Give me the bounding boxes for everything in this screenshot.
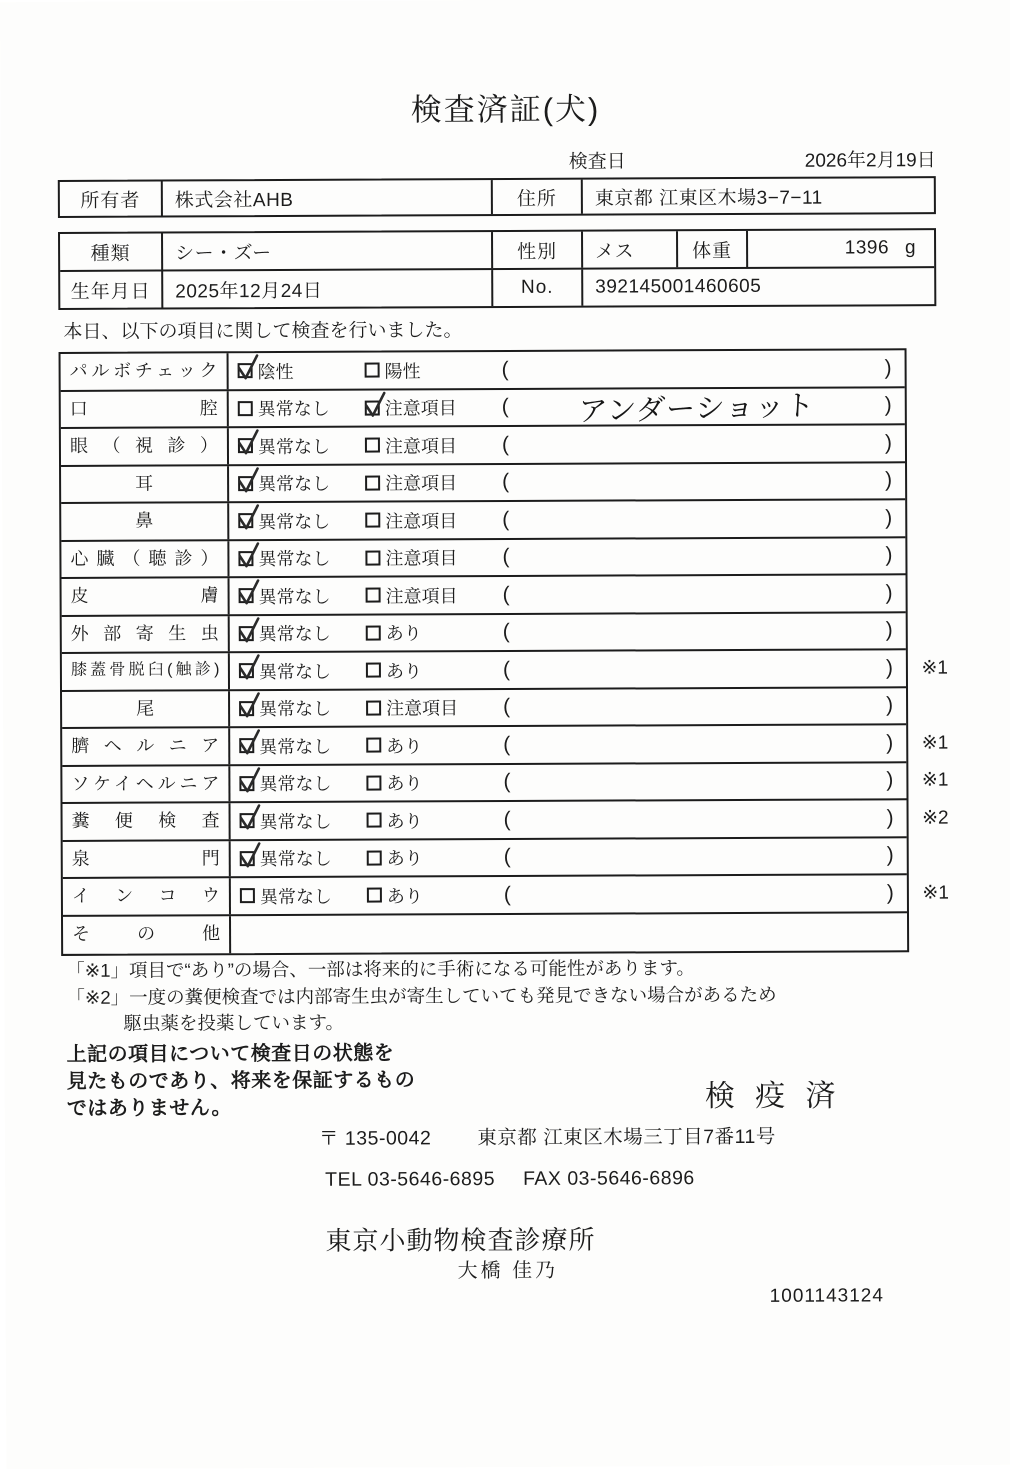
footnote-mark: ※1 xyxy=(921,769,949,791)
owner-table xyxy=(58,176,936,218)
paren-open: ( xyxy=(502,657,510,681)
paren-close: ) xyxy=(886,881,894,905)
paren-close: ) xyxy=(885,543,893,567)
footnote-2: 「※2」一度の糞便検査では内部寄生虫が寄生していても発見できない場合があるため xyxy=(66,983,777,1008)
weight-unit: g xyxy=(904,237,917,259)
exam-row-content xyxy=(230,688,906,726)
option-2-checkbox[interactable] xyxy=(366,588,381,603)
check-mark-icon xyxy=(237,691,261,719)
pet-info-table xyxy=(58,228,936,310)
exam-item-label: 尾 xyxy=(62,691,230,727)
check-mark-icon xyxy=(237,578,261,606)
exam-item-label: 眼（視診） xyxy=(61,428,229,464)
exam-option-1 xyxy=(238,470,365,497)
option-2-label: あり xyxy=(386,811,423,832)
footnote-mark: ※1 xyxy=(921,732,949,754)
option-1-label: 異常なし xyxy=(259,811,332,832)
option-1-checkbox[interactable] xyxy=(239,626,254,641)
check-mark-icon xyxy=(236,503,260,531)
paren-close: ) xyxy=(886,768,894,792)
option-2-checkbox[interactable] xyxy=(366,775,381,790)
check-mark-icon xyxy=(363,390,387,418)
paren-open: ( xyxy=(503,807,511,831)
option-1-checkbox[interactable] xyxy=(239,663,254,678)
exam-option-2 xyxy=(366,582,488,609)
result-field xyxy=(502,385,892,428)
option-1-checkbox[interactable] xyxy=(239,701,254,716)
exam-item-label: 皮膚 xyxy=(62,578,230,614)
paren-open: ( xyxy=(502,582,510,606)
inspection-date-value: 2026年2月19日 xyxy=(804,150,936,172)
clinic-address-row xyxy=(319,1121,776,1151)
clinic-fax: FAX 03-5646-6896 xyxy=(523,1167,695,1190)
weight-cell xyxy=(748,230,934,267)
option-2-checkbox[interactable] xyxy=(365,513,380,528)
option-1-checkbox[interactable] xyxy=(239,738,254,753)
result-field xyxy=(502,431,892,457)
address-value: 東京都 江東区木場3−7−11 xyxy=(594,187,823,210)
option-1-checkbox[interactable] xyxy=(238,401,253,416)
exam-option-2 xyxy=(366,619,488,646)
option-2-checkbox[interactable] xyxy=(365,475,380,490)
page-title: 検査済証(犬) xyxy=(410,91,601,128)
inspection-date-row xyxy=(569,145,936,174)
option-1-label: 異常なし xyxy=(259,736,332,757)
disclaimer-line-1: 上記の項目について検査日の状態を xyxy=(66,1042,395,1066)
handwritten-note xyxy=(509,514,885,524)
breed-label: 種類 xyxy=(60,233,163,269)
exam-option-2 xyxy=(367,807,489,834)
paren-open: ( xyxy=(503,732,511,756)
option-2-checkbox[interactable] xyxy=(366,700,381,715)
exam-option-1 xyxy=(240,807,367,834)
pet-info-row-2 xyxy=(60,266,934,308)
exam-row-content xyxy=(231,800,907,838)
option-1-label: 陰性 xyxy=(257,361,294,382)
exam-item-label: インコウ xyxy=(63,878,231,914)
handwritten-note xyxy=(510,664,886,674)
footnote-mark: ※2 xyxy=(922,807,949,829)
paren-close: ) xyxy=(886,731,894,755)
exam-row-content xyxy=(230,613,906,651)
result-field xyxy=(503,694,893,720)
exam-option-1 xyxy=(239,695,366,722)
exam-option-1 xyxy=(239,732,366,759)
option-1-checkbox[interactable] xyxy=(240,851,255,866)
exam-option-2 xyxy=(366,732,488,759)
option-1-checkbox[interactable] xyxy=(240,888,255,903)
exam-option-1 xyxy=(239,770,366,797)
exam-option-1 xyxy=(238,432,365,459)
option-2-checkbox[interactable] xyxy=(367,813,382,828)
sex-label: 性別 xyxy=(493,232,583,268)
exam-option-2 xyxy=(367,882,489,909)
clinic-name: 東京小動物検査診療所 xyxy=(325,1224,596,1256)
exam-row xyxy=(62,613,906,654)
handwritten-note: アンダーショット xyxy=(577,389,816,428)
exam-table xyxy=(59,348,949,956)
breed-value: シー・ズー xyxy=(163,232,493,269)
clinic-address: 東京都 江東区木場三丁目7番11号 xyxy=(477,1125,776,1150)
handwritten-note xyxy=(509,552,885,562)
exam-row-content xyxy=(230,763,906,801)
option-1-label: 異常なし xyxy=(258,586,331,607)
exam-option-2 xyxy=(365,394,487,421)
option-1-checkbox[interactable] xyxy=(239,588,254,603)
footnote-2-continued: 駆虫薬を投薬しています。 xyxy=(123,1011,345,1034)
paren-open: ( xyxy=(501,432,509,456)
option-2-label: 注意項目 xyxy=(385,473,458,494)
exam-row-content xyxy=(229,388,905,426)
footnote-mark: ※1 xyxy=(922,882,949,904)
exam-option-2 xyxy=(366,694,488,721)
exam-row-content xyxy=(229,463,905,501)
handwritten-note xyxy=(511,889,887,899)
exam-option-1 xyxy=(239,620,366,647)
exam-option-1 xyxy=(240,882,367,909)
exam-item-label: ソケイヘルニア xyxy=(62,766,230,802)
owner-value: 株式会社AHB xyxy=(163,180,493,215)
option-1-label: 異常なし xyxy=(257,436,330,457)
handwritten-note xyxy=(511,852,887,862)
result-field xyxy=(502,469,892,495)
option-2-checkbox[interactable] xyxy=(366,663,381,678)
exam-option-1 xyxy=(239,657,366,684)
exam-option-1 xyxy=(240,845,367,872)
paren-close: ) xyxy=(886,693,894,717)
exam-row xyxy=(63,875,949,916)
paren-close: ) xyxy=(885,656,893,680)
option-2-checkbox[interactable] xyxy=(367,850,382,865)
paren-close: ) xyxy=(885,468,893,492)
check-mark-icon xyxy=(238,803,262,831)
exam-option-1 xyxy=(238,357,365,384)
exam-item-label: 糞便検査 xyxy=(63,803,231,839)
option-1-label: 異常なし xyxy=(258,511,331,532)
option-1-label: 異常なし xyxy=(258,474,331,495)
check-mark-icon xyxy=(237,766,261,794)
footnote-1: 「※1」項目で“あり”の場合、一部は将来的に手術になる可能性があります。 xyxy=(66,957,695,981)
exam-option-1 xyxy=(238,545,365,572)
owner-table-row xyxy=(60,178,934,216)
exam-option-1 xyxy=(238,395,365,422)
check-mark-icon xyxy=(237,616,261,644)
exam-row xyxy=(62,650,948,691)
option-1-label: 異常なし xyxy=(259,849,332,870)
exam-row-content xyxy=(229,425,905,463)
paren-open: ( xyxy=(501,395,509,419)
exam-option-2 xyxy=(366,657,488,684)
paren-open: ( xyxy=(503,882,511,906)
paren-open: ( xyxy=(502,545,510,569)
handwritten-note xyxy=(509,477,885,487)
exam-row xyxy=(61,463,905,504)
birth-label: 生年月日 xyxy=(60,271,163,307)
exam-item-label: 鼻 xyxy=(61,503,229,539)
result-field xyxy=(502,544,892,570)
exam-item-label: 膝蓋骨脱臼(触診) xyxy=(62,653,230,689)
option-2-checkbox[interactable] xyxy=(365,400,380,415)
result-field xyxy=(502,356,892,382)
exam-row xyxy=(63,800,949,841)
option-2-checkbox[interactable] xyxy=(365,438,380,453)
pet-info-row-1 xyxy=(60,230,934,270)
quarantine-stamp: 検 疫 済 xyxy=(704,1079,842,1114)
paren-close: ) xyxy=(885,618,893,642)
check-mark-icon xyxy=(236,466,260,494)
check-mark-icon xyxy=(238,841,262,869)
exam-option-2 xyxy=(365,469,487,496)
option-1-checkbox[interactable] xyxy=(238,476,253,491)
weight-label: 体重 xyxy=(678,231,748,267)
option-2-label: あり xyxy=(386,773,423,794)
paren-open: ( xyxy=(502,620,510,644)
paren-open: ( xyxy=(503,695,511,719)
option-1-checkbox[interactable] xyxy=(240,813,255,828)
exam-item-label: 外部寄生虫 xyxy=(62,616,230,652)
exam-item-label: 耳 xyxy=(61,466,229,502)
option-2-checkbox[interactable] xyxy=(365,363,380,378)
handwritten-note xyxy=(510,702,886,712)
no-label: No. xyxy=(493,270,583,306)
paren-close: ) xyxy=(886,843,894,867)
paren-close: ) xyxy=(884,393,892,417)
exam-row xyxy=(62,725,949,766)
paren-open: ( xyxy=(501,357,509,381)
owner-label: 所有者 xyxy=(60,181,163,215)
exam-item-label: その他 xyxy=(63,916,231,954)
option-1-label: 異常なし xyxy=(259,886,332,907)
result-field xyxy=(502,506,892,532)
exam-row-content xyxy=(229,538,905,576)
exam-option-1 xyxy=(239,582,366,609)
result-field xyxy=(503,731,893,757)
paren-open: ( xyxy=(502,470,510,494)
no-value: 392145001460605 xyxy=(595,275,762,298)
handwritten-note xyxy=(510,739,886,749)
inspection-date-label: 検査日 xyxy=(568,151,626,173)
disclaimer-line-2: 見たものであり、将来を保証するもの xyxy=(66,1069,416,1093)
option-2-label: 注意項目 xyxy=(384,435,457,457)
paren-open: ( xyxy=(502,507,510,531)
exam-row-content xyxy=(229,500,905,538)
handwritten-note xyxy=(509,439,885,449)
result-field xyxy=(504,844,894,870)
option-2-label: 注意項目 xyxy=(385,548,458,569)
exam-row xyxy=(61,388,905,429)
option-1-label: 異常なし xyxy=(258,624,331,645)
weight-value: 1396 xyxy=(844,237,890,259)
clinic-tel: TEL 03-5646-6895 xyxy=(325,1168,496,1191)
option-2-label: 陽性 xyxy=(384,361,421,382)
check-mark-icon xyxy=(237,653,261,681)
option-2-label: あり xyxy=(386,886,423,907)
option-2-label: 注意項目 xyxy=(385,585,458,607)
exam-row-content xyxy=(231,875,907,913)
clinic-phone-row xyxy=(325,1167,695,1192)
birth-value: 2025年12月24日 xyxy=(163,270,493,307)
result-field xyxy=(503,619,893,645)
paren-open: ( xyxy=(503,845,511,869)
result-field xyxy=(503,769,893,795)
exam-row xyxy=(63,913,907,954)
exam-row xyxy=(63,838,907,879)
exam-option-2 xyxy=(365,432,487,459)
exam-row-content xyxy=(231,838,907,876)
exam-option-2 xyxy=(365,507,487,534)
paren-close: ) xyxy=(885,581,893,605)
disclaimer xyxy=(67,1040,416,1123)
exam-option-1 xyxy=(238,507,365,534)
option-2-label: あり xyxy=(386,848,423,869)
paren-close: ) xyxy=(884,431,892,455)
exam-item-label: 口腔 xyxy=(61,391,229,427)
check-mark-icon xyxy=(236,541,260,569)
exam-row xyxy=(61,425,905,466)
option-2-checkbox[interactable] xyxy=(366,738,381,753)
exam-option-2 xyxy=(367,844,489,871)
option-2-label: あり xyxy=(385,661,422,682)
exam-row xyxy=(61,538,905,579)
option-2-label: 注意項目 xyxy=(385,510,458,532)
option-2-label: あり xyxy=(385,623,422,644)
exam-option-2 xyxy=(365,544,487,571)
paren-open: ( xyxy=(503,770,511,794)
result-field xyxy=(504,806,894,832)
option-1-label: 異常なし xyxy=(258,661,331,682)
option-1-label: 異常なし xyxy=(259,699,332,720)
option-2-checkbox[interactable] xyxy=(365,550,380,565)
handwritten-note xyxy=(510,814,886,824)
option-1-label: 異常なし xyxy=(257,399,330,420)
check-mark-icon xyxy=(237,728,261,756)
footnote-mark: ※1 xyxy=(921,657,948,679)
veterinarian-name: 大橋 佳乃 xyxy=(457,1259,559,1283)
exam-item-label: 臍ヘルニア xyxy=(62,728,230,764)
option-2-label: 注意項目 xyxy=(386,698,459,719)
paren-close: ) xyxy=(884,356,892,380)
option-1-checkbox[interactable] xyxy=(239,776,254,791)
exam-row xyxy=(62,763,949,804)
option-1-checkbox[interactable] xyxy=(238,513,253,528)
exam-item-label: 泉門 xyxy=(63,841,231,877)
option-1-label: 異常なし xyxy=(259,774,332,795)
exam-row-content xyxy=(231,913,907,953)
option-1-checkbox[interactable] xyxy=(238,551,253,566)
check-mark-icon xyxy=(236,428,260,456)
option-2-checkbox[interactable] xyxy=(366,625,381,640)
check-mark-icon xyxy=(236,353,260,381)
option-2-label: あり xyxy=(386,736,423,757)
handwritten-note xyxy=(508,364,884,374)
handwritten-note xyxy=(509,589,885,599)
address-label: 住所 xyxy=(493,180,583,214)
exam-item-label: 心臓（聴診） xyxy=(61,541,229,577)
result-field xyxy=(503,656,893,682)
option-1-label: 異常なし xyxy=(258,549,331,570)
exam-row-content xyxy=(230,575,906,613)
paren-close: ) xyxy=(886,806,894,830)
result-field xyxy=(503,581,893,607)
disclaimer-line-3: ではありません。 xyxy=(66,1097,233,1120)
paren-close: ) xyxy=(885,506,893,530)
clinic-postal-code: 〒 135-0042 xyxy=(318,1127,432,1150)
option-2-label: 注意項目 xyxy=(384,398,457,419)
exam-option-2 xyxy=(365,357,487,384)
exam-row xyxy=(62,575,906,616)
option-1-checkbox[interactable] xyxy=(238,438,253,453)
exam-row xyxy=(62,688,906,729)
footnotes xyxy=(66,955,777,1038)
result-field xyxy=(504,881,894,907)
handwritten-note xyxy=(510,777,886,787)
serial-number: 1001143124 xyxy=(769,1285,884,1307)
sex-value: メス xyxy=(583,231,678,267)
handwritten-note xyxy=(510,627,886,637)
exam-row-content xyxy=(230,725,906,763)
exam-item-label: パルボチェック xyxy=(61,353,229,389)
exam-row xyxy=(61,500,905,541)
exam-option-2 xyxy=(366,769,488,796)
option-2-checkbox[interactable] xyxy=(367,888,382,903)
exam-row-content xyxy=(230,650,906,688)
option-1-checkbox[interactable] xyxy=(238,363,253,378)
intro-text: 本日、以下の項目に関して検査を行いました。 xyxy=(63,320,463,343)
